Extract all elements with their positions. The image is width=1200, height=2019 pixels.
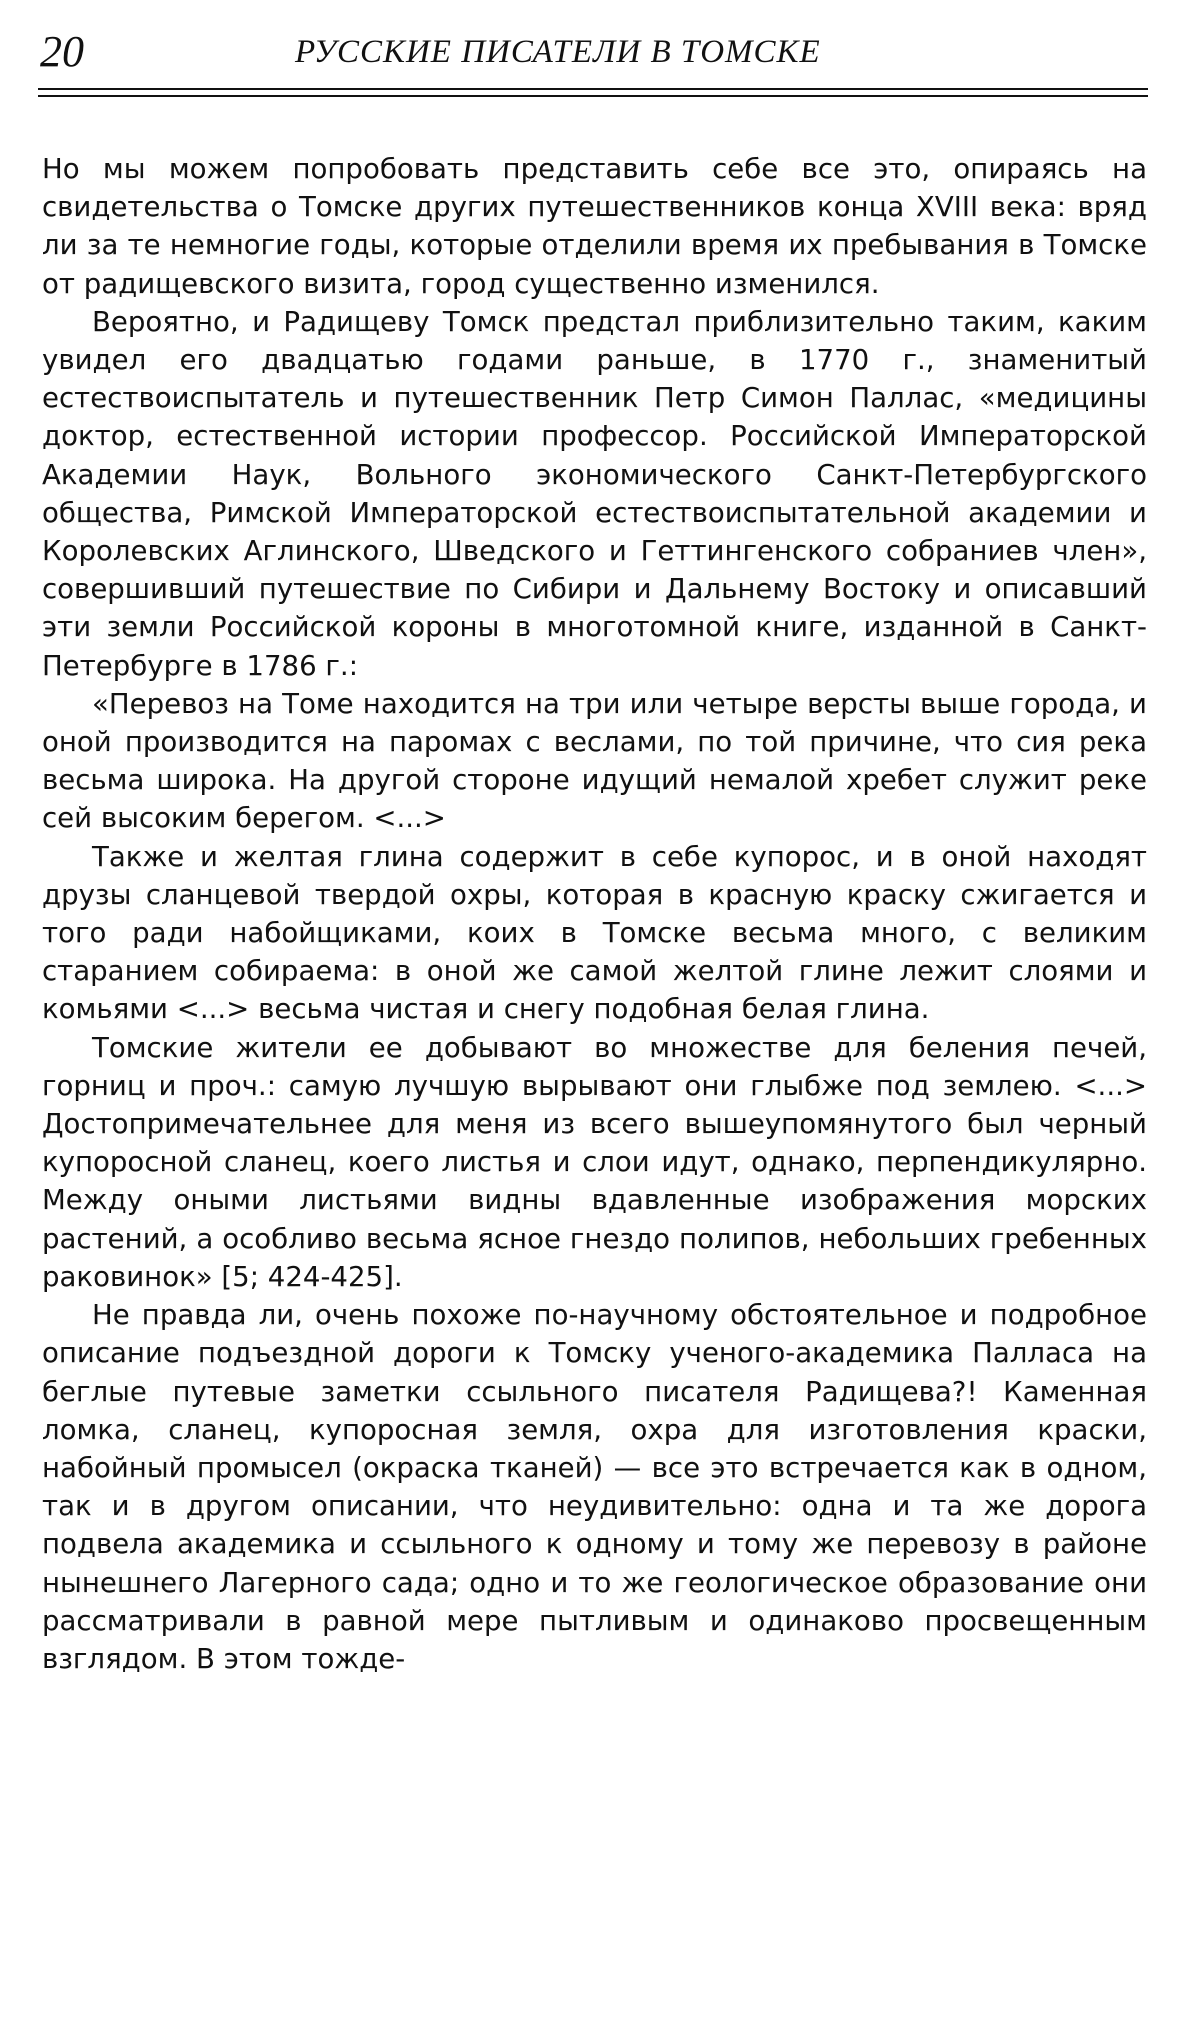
quote-paragraph: «Перевоз на Томе находится на три или четыре версты выше города, и оной производится на паромах с веслами, по той причине, что сия река весьма широка. На другой стороне идущий немалой хребет служит реке сей высоким берегом. <...> [42,686,1147,835]
quote-paragraph: Также и желтая глина содержит в себе купорос, и в оной находят друзы сланцевой твердой охры, которая в красную краску сжигается и того ради набойщиками, коих в Томске весьма много, с великим старанием собираема: в оной же самой желтой глине лежит слоями и комьями <...> весьма чистая и снегу подобная белая глина. [42,839,1147,1026]
header-rule-bottom [38,95,1148,97]
paragraph: Не правда ли, очень похоже по-научному обстоятельное и подробное описание подъездной дороги к Томску ученого-академика Палласа на беглые путевые заметки ссыльного писателя Радищева?! Каменная ломка, сланец, купоросная земля, охра для изготовления краски, набойный промысел (окраска тканей) — все это встречается как в одном, так и в другом описании, что неудивительно: одна и та же дорога подвела академика и ссыльного к одному и тому же перевозу в районе нынешнего Лагерного сада; одно и то же геологическое образование они рассматривали в равной мере пытливым и одинаково просвещенным взглядом. В этом тожде- [42,1298,1147,1675]
body-text [42,150,1147,1678]
paragraph: Вероятно, и Радищеву Томск предстал приблизительно таким, каким увидел его двадцатью годами раньше, в 1770 г., знаменитый естествоиспытатель и путешественник Петр Симон Паллас, «медицины доктор, естественной истории профессор. Российской Императорской Академии Наук, Вольного экономического Санкт-Петербургского общества, Римской Императорской естествоиспытательной академии и Королевских Аглинского, Шведского и Геттингенского собраниев член», совершивший путешествие по Сибири и Дальнему Востоку и описавший эти земли Российской короны в многотомной книге, изданной в Санкт-Петербурге в 1786 г.: [42,304,1147,682]
page-number: 20 [40,27,84,76]
book-title: РУССКИЕ ПИСАТЕЛИ В ТОМСКЕ [295,34,821,70]
running-header [40,22,1145,82]
paragraph: Но мы можем попробовать представить себе все это, опираясь на свидетельства о Томске других путешественников конца XVIII века: вряд ли за те немногие годы, которые отделили время их пребывания в Томске от радищевского визита, город существенно изменился. [42,152,1147,300]
header-rule-top [38,88,1148,90]
quote-paragraph: Томские жители ее добывают во множестве для беления печей, горниц и проч.: самую лучшую вырывают они глыбже под землею. <...> Достопримечательнее для меня из всего вышеупомянутого был черный купоросной сланец, коего листья и слои идут, однако, перпендикулярно. Между оными листьями видны вдавленные изображения морских растений, а особливо весьма ясное гнездо полипов, небольших гребенных раковинок» [5; 424-425]. [42,1030,1147,1293]
